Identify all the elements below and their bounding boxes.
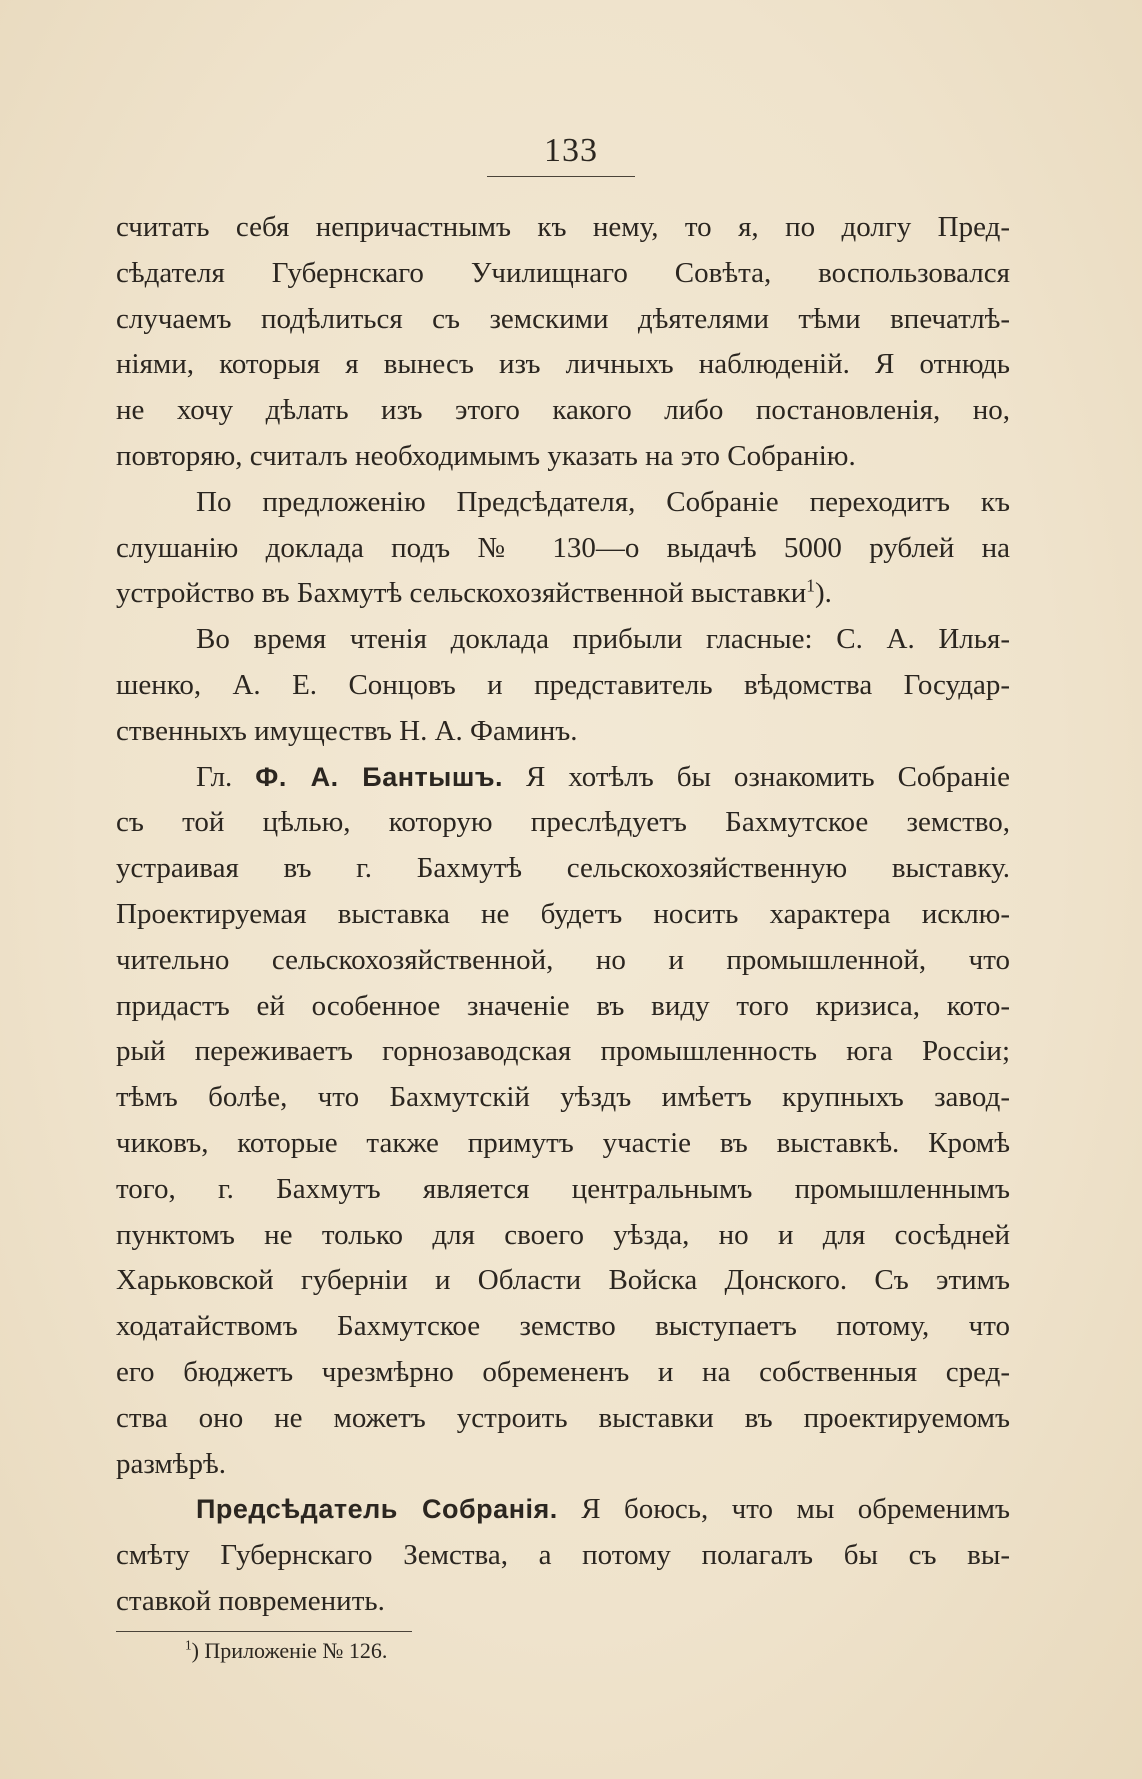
line-text: придастъ ей особенное значеніе въ виду того кризиса, кото- [116, 989, 1010, 1022]
line-text: Проектируемая выставка не будетъ носить характера исклю- [116, 897, 1010, 930]
line-text: ственныхъ имуществъ Н. А. Фаминъ. [116, 714, 578, 747]
line-text: считать себя непричастнымъ къ нему, то я, по долгу Пред- [116, 211, 1010, 243]
speaker-title: Гл. [196, 760, 233, 793]
text-line [116, 297, 1010, 343]
text-line [116, 892, 1010, 938]
text-line [116, 663, 1010, 709]
line-text: шенко, А. Е. Сонцовъ и представитель вѣдомства Государ- [116, 668, 1010, 701]
line-text: тѣмъ болѣе, что Бахмутскій уѣздъ имѣетъ крупныхъ завод- [116, 1081, 1010, 1114]
text-line [116, 1213, 1010, 1259]
text-line [116, 1029, 1010, 1075]
line-text: Во время чтенія доклада прибыли гласные: С. А. Илья- [196, 623, 1010, 656]
text-line [116, 1442, 1010, 1488]
speaker-name: Ф. А. Бантышъ. [255, 761, 504, 792]
footnote-marker: 1 [185, 1637, 192, 1653]
text-line [116, 388, 1010, 434]
text-line [116, 1533, 1010, 1579]
line-text: ). [814, 577, 832, 610]
text-line [116, 1121, 1010, 1167]
text-line [116, 617, 1010, 663]
text-line [116, 480, 1010, 526]
text-line [116, 1075, 1010, 1121]
line-text: устраивая въ г. Бахмутѣ сельскохозяйственную выставку. [116, 852, 1010, 885]
text-line [116, 1487, 1010, 1533]
text-line [116, 1167, 1010, 1213]
line-text: ніями, которыя я вынесъ изъ личныхъ наблюденій. Я отнюдь [116, 348, 1010, 381]
text-line [116, 342, 1010, 388]
text-line [116, 984, 1010, 1030]
text-line [116, 1258, 1010, 1304]
line-text: не хочу дѣлать изъ этого какого либо постановленія, но, [116, 394, 1010, 427]
line-text: пунктомъ не только для своего уѣзда, но и для сосѣдней [116, 1218, 1010, 1251]
text-line [116, 755, 1010, 801]
line-text: съ той цѣлью, которую преслѣдуетъ Бахмутское земство, [116, 806, 1010, 839]
text-line [116, 846, 1010, 892]
line-text: Харьковской губерніи и Области Войска Донского. Съ этимъ [116, 1264, 1010, 1297]
line-text: размѣрѣ. [116, 1447, 227, 1480]
line-text: По предложенію Предсѣдателя, Собраніе переходитъ къ [196, 485, 1010, 518]
text-line [116, 251, 1010, 297]
line-text: чиковъ, которые также примутъ участіе въ выставкѣ. Кромѣ [116, 1126, 1010, 1159]
text-line [116, 526, 1010, 572]
line-text: устройство въ Бахмутѣ сельскохозяйственной выставки [116, 577, 807, 610]
text-line [116, 1579, 1010, 1625]
page-number: 133 [544, 132, 598, 169]
line-text: чительно сельскохозяйственной, но и промышленной, что [116, 943, 1010, 976]
page-number-rule [487, 176, 635, 177]
line-text: сѣдателя Губернскаго Училищнаго Совѣта, воспользовался [116, 256, 1010, 289]
line-text: его бюджетъ чрезмѣрно обремененъ и на собственныя сред- [116, 1355, 1010, 1388]
text-line [116, 571, 1010, 617]
footnote-marker: 1 [806, 575, 815, 596]
text-line [116, 1350, 1010, 1396]
footnote [185, 1636, 387, 1666]
line-text: рый переживаетъ горнозаводская промышленность юга Россіи; [116, 1035, 1010, 1068]
line-text: слушанію доклада подъ № 130—о выдачѣ 5000 рублей на [116, 531, 1010, 564]
line-text: случаемъ подѣлиться съ земскими дѣятелями тѣми впечатлѣ- [116, 302, 1010, 335]
body-text [116, 205, 1010, 1625]
speaker-name: Предсѣдатель Собранія. [196, 1494, 558, 1525]
line-text: того, г. Бахмутъ является центральнымъ промышленнымъ [116, 1172, 1010, 1205]
footnote-rule [116, 1631, 412, 1632]
line-text: Я боюсь, что мы обременимъ [581, 1493, 1011, 1526]
text-line [116, 1396, 1010, 1442]
line-text: смѣту Губернскаго Земства, а потому полагалъ бы съ вы- [116, 1539, 1010, 1572]
line-text: повторяю, считалъ необходимымъ указать на это Собранію. [116, 439, 856, 472]
line-text: ходатайствомъ Бахмутское земство выступаетъ потому, что [116, 1310, 1010, 1343]
line-text: Я хотѣлъ бы ознакомить Собраніе [526, 760, 1011, 793]
text-line [116, 938, 1010, 984]
footnote-text: ) Приложеніе № 126. [191, 1638, 388, 1663]
text-line [116, 800, 1010, 846]
text-line [116, 709, 1010, 755]
line-text: ства оно не можетъ устроить выставки въ проектируемомъ [116, 1401, 1010, 1434]
text-line [116, 1304, 1010, 1350]
text-line [116, 434, 1010, 480]
line-text: ставкой повременить. [116, 1584, 385, 1617]
text-line [116, 205, 1010, 251]
